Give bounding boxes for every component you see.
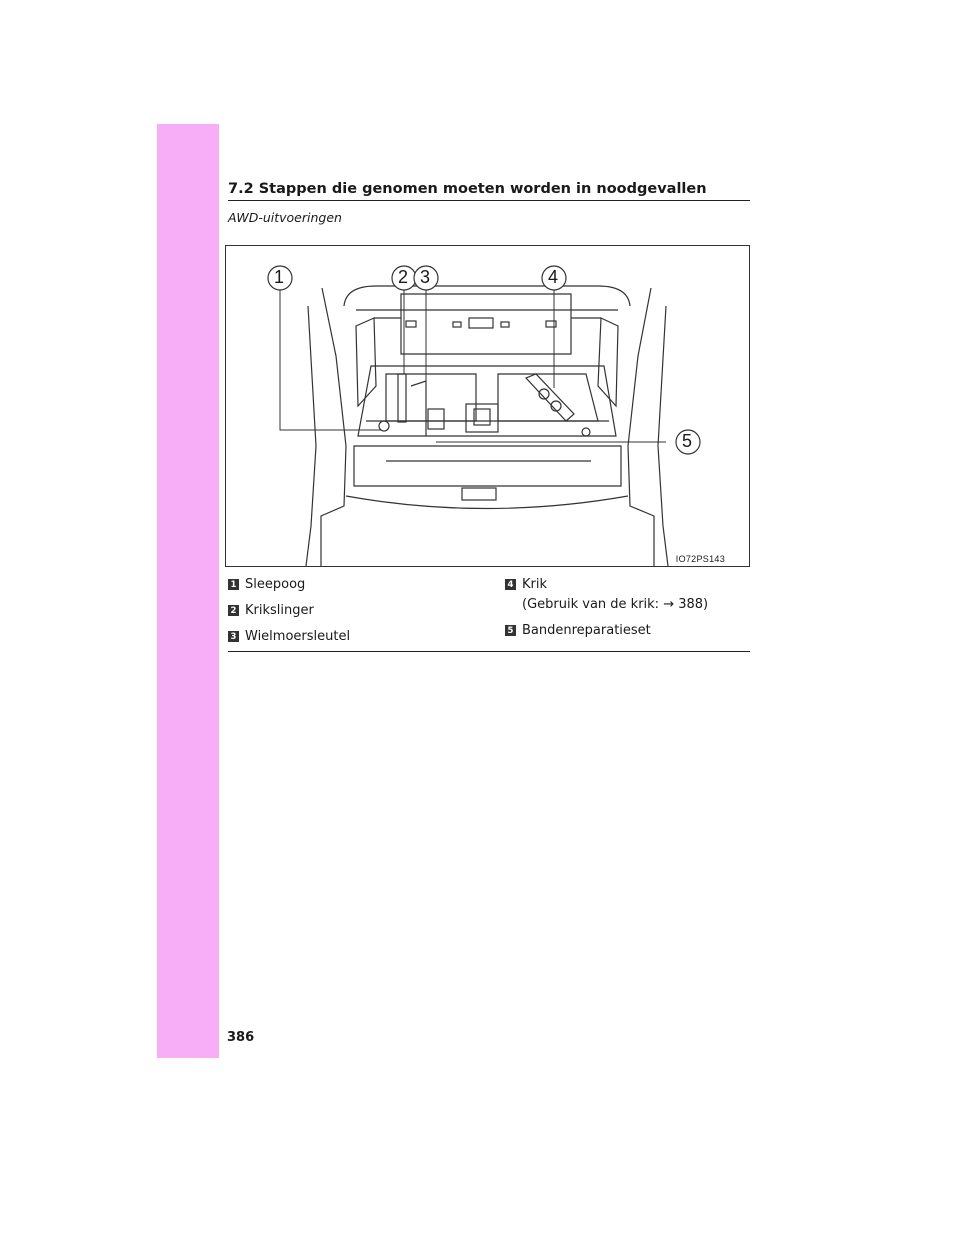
legend-item: [228, 575, 468, 595]
legend-label: Krikslinger: [245, 603, 314, 618]
section-subheading: AWD-uitvoeringen: [228, 210, 342, 225]
legend-label: Sleepoog: [245, 577, 306, 592]
figure-code: IO72PS143: [675, 554, 725, 564]
callout-4: 4: [548, 267, 559, 287]
number-badge: 4: [505, 579, 516, 590]
callout-3: 3: [420, 267, 431, 287]
legend-item: [228, 601, 468, 621]
section-divider: [228, 651, 750, 652]
legend-item: [228, 627, 468, 647]
number-badge: 3: [228, 631, 239, 642]
trunk-illustration: [225, 245, 750, 567]
legend-left: [228, 575, 468, 653]
legend-label: Wielmoersleutel: [245, 629, 351, 644]
legend-item: [505, 575, 750, 615]
trunk-line-art: [226, 246, 749, 566]
number-badge: 5: [505, 625, 516, 636]
callout-2: 2: [398, 267, 409, 287]
legend-page-reference: (Gebruik van de krik: → 388): [522, 597, 709, 612]
legend-label: Krik: [522, 577, 548, 592]
callout-5: 5: [682, 431, 693, 451]
legend-item: [505, 621, 750, 641]
callout-1: 1: [274, 267, 285, 287]
chapter-side-tab: [157, 124, 219, 1058]
legend-label: Bandenreparatieset: [522, 623, 651, 638]
number-badge: 2: [228, 605, 239, 616]
page-number: 386: [227, 1030, 255, 1045]
section-header: 7.2 Stappen die genomen moeten worden in noodgevallen: [228, 180, 750, 201]
number-badge: 1: [228, 579, 239, 590]
legend-right: [505, 575, 750, 647]
